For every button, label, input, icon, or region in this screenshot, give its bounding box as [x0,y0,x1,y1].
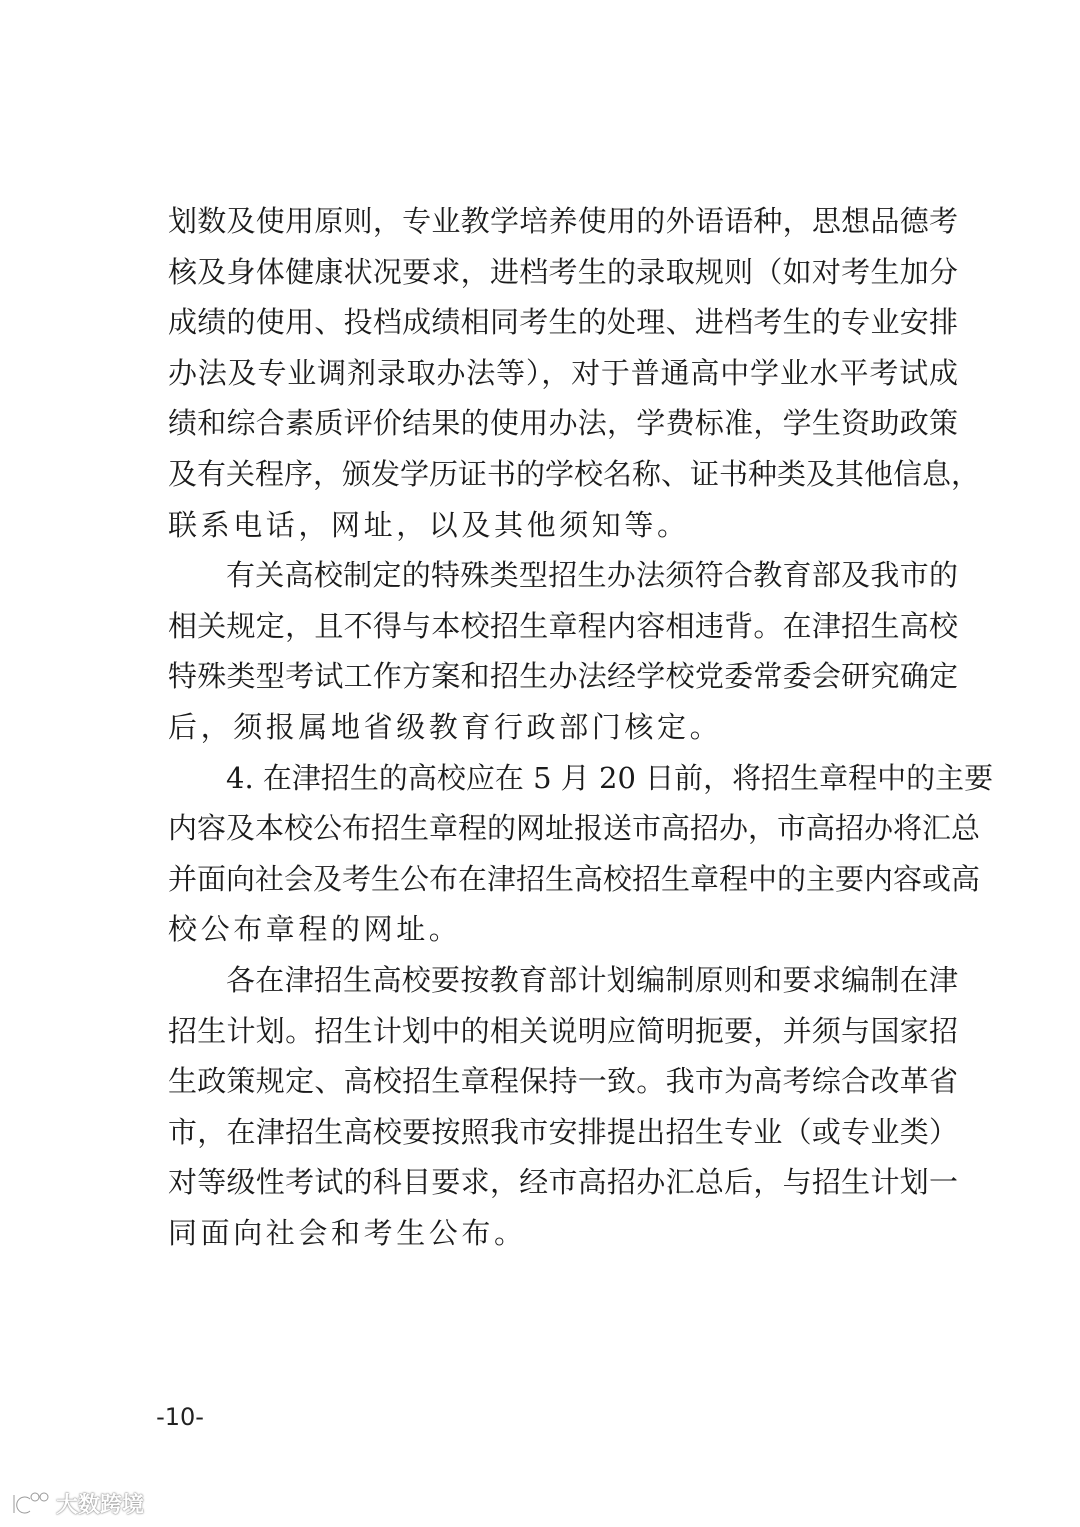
paragraph-2 [168,550,958,752]
paragraph-4 [168,955,958,1259]
text-line: 各在津招生高校要按教育部计划编制原则和要求编制在津 [226,962,958,997]
text-line: 生政策规定、高校招生章程保持一致。我市为高考综合改革省 [168,1064,958,1099]
text-line: 特殊类型考试工作方案和招生办法经学校党委常委会研究确定 [168,659,958,694]
text-line: 并面向社会及考生公布在津招生高校招生章程中的主要内容或高 [168,861,981,896]
text-line: 后，须报属地省级教育行政部门核定。 [168,709,723,744]
page-number: -10- [156,1403,204,1431]
paragraph-1 [168,196,981,550]
text-line: 核及身体健康状况要求，进档考生的录取规则（如对考生加分 [168,254,958,289]
watermark [10,1488,144,1519]
text-line: 对等级性考试的科目要求，经市高招办汇总后，与招生计划一 [168,1165,958,1200]
text-line: 招生计划。招生计划中的相关说明应简明扼要，并须与国家招 [168,1013,958,1048]
text-line: 成绩的使用、投档成绩相同考生的处理、进档考生的专业安排 [168,305,958,340]
text-line: 绩和综合素质评价结果的使用办法，学费标准，学生资助政策 [168,406,958,441]
text-line: 校公布章程的网址。 [168,912,462,947]
text-line: 4. 在津招生的高校应在 5 月 20 日前，将招生章程中的主要 [226,760,994,795]
watermark-text: 大数跨境 [56,1493,145,1518]
text-line: 内容及本校公布招生章程的网址报送市高招办，市高招办将汇总 [168,811,981,846]
text-line: 办法及专业调剂录取办法等），对于普通高中学业水平考试成 [168,355,958,390]
1000-logo-icon [10,1491,50,1517]
paragraph-3 [168,753,994,955]
text-line: 有关高校制定的特殊类型招生办法须符合教育部及我市的 [226,558,958,593]
text-line: 及有关程序，颁发学历证书的学校名称、证书种类及其他信息， [168,456,981,491]
text-line: 市，在津招生高校要按照我市安排提出招生专业（或专业类） [168,1114,958,1149]
text-line: 联系电话，网址，以及其他须知等。 [168,507,690,542]
text-line: 同面向社会和考生公布。 [168,1215,527,1250]
text-line: 相关规定，且不得与本校招生章程内容相违背。在津招生高校 [168,608,958,643]
document-body [168,196,994,1258]
text-line: 划数及使用原则，专业教学培养使用的外语语种，思想品德考 [168,204,958,238]
